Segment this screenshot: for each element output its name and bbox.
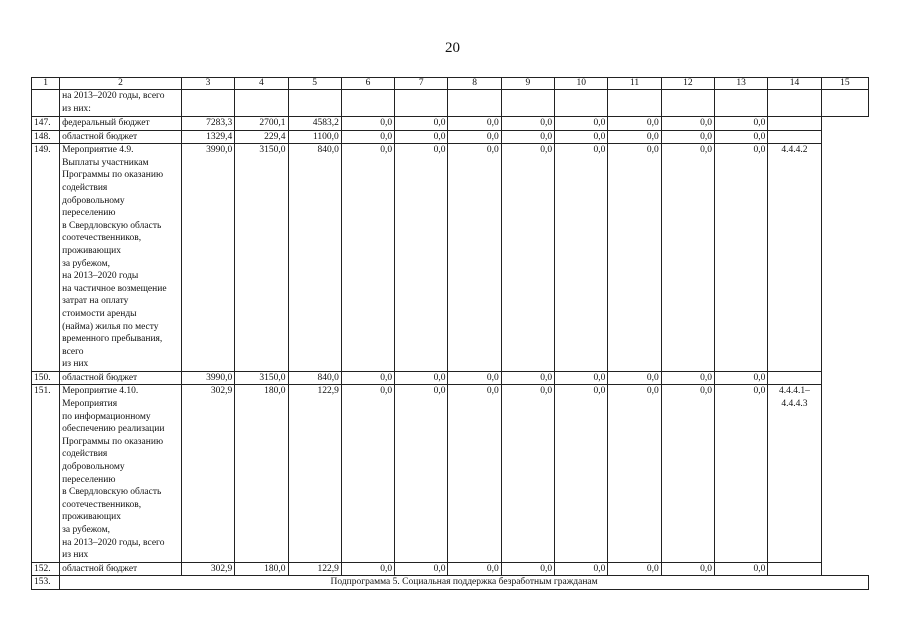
subprogram-row xyxy=(32,576,869,590)
empty-cell xyxy=(341,90,394,117)
column-header-9: 9 xyxy=(501,78,554,90)
value-cell: 1100,0 xyxy=(288,130,341,144)
table-row xyxy=(32,562,869,576)
target-code-cell xyxy=(768,371,821,385)
row-name-cell: областной бюджет xyxy=(60,562,182,576)
column-header-13: 13 xyxy=(715,78,768,90)
value-cell: 0,0 xyxy=(715,385,768,562)
column-header-15: 15 xyxy=(821,78,868,90)
value-cell: 0,0 xyxy=(661,385,714,562)
value-cell: 0,0 xyxy=(395,562,448,576)
target-code-cell xyxy=(768,117,821,131)
value-cell: 0,0 xyxy=(555,385,608,562)
value-cell: 3990,0 xyxy=(181,371,234,385)
value-cell: 0,0 xyxy=(395,144,448,372)
value-cell: 180,0 xyxy=(235,562,288,576)
value-cell: 0,0 xyxy=(661,371,714,385)
row-number-cell: 153. xyxy=(32,576,60,590)
value-cell: 0,0 xyxy=(501,144,554,372)
value-cell: 7283,3 xyxy=(181,117,234,131)
value-cell: 2700,1 xyxy=(235,117,288,131)
empty-cell xyxy=(501,90,554,117)
row-name-cell: областной бюджет xyxy=(60,130,182,144)
value-cell: 0,0 xyxy=(715,144,768,372)
empty-cell xyxy=(715,90,768,117)
value-cell: 0,0 xyxy=(608,385,661,562)
value-cell: 0,0 xyxy=(661,144,714,372)
budget-table xyxy=(31,77,869,590)
value-cell: 0,0 xyxy=(661,130,714,144)
value-cell: 0,0 xyxy=(341,371,394,385)
target-code-cell xyxy=(768,130,821,144)
table-row xyxy=(32,385,869,562)
empty-cell xyxy=(181,90,234,117)
value-cell: 122,9 xyxy=(288,562,341,576)
value-cell: 0,0 xyxy=(341,130,394,144)
value-cell: 0,0 xyxy=(715,562,768,576)
value-cell: 0,0 xyxy=(715,117,768,131)
value-cell: 3990,0 xyxy=(181,144,234,372)
value-cell: 0,0 xyxy=(555,144,608,372)
row-name-cell: Мероприятие 4.10. Мероприятия по информационному обеспечению реализации Программы по оказанию содействия добровольному переселению в Свердловскую область соотечественников, проживающих за рубежом, на 2013–2020 годы, всего из них xyxy=(60,385,182,562)
value-cell: 0,0 xyxy=(501,562,554,576)
row-name-cell: федеральный бюджет xyxy=(60,117,182,131)
empty-cell xyxy=(768,90,821,117)
column-header-2: 2 xyxy=(60,78,182,90)
page-number: 20 xyxy=(445,40,460,56)
row-name-cell: областной бюджет xyxy=(60,371,182,385)
continuation-row xyxy=(32,90,869,117)
value-cell: 0,0 xyxy=(395,371,448,385)
column-header-row xyxy=(32,78,869,90)
target-code-cell: 4.4.4.1– 4.4.4.3 xyxy=(768,385,821,562)
value-cell: 0,0 xyxy=(395,130,448,144)
table-row xyxy=(32,371,869,385)
value-cell: 0,0 xyxy=(448,144,501,372)
row-number-cell: 151. xyxy=(32,385,60,562)
target-code-cell xyxy=(768,562,821,576)
value-cell: 840,0 xyxy=(288,144,341,372)
column-header-4: 4 xyxy=(235,78,288,90)
value-cell: 3150,0 xyxy=(235,144,288,372)
table-body xyxy=(32,78,869,590)
empty-cell xyxy=(288,90,341,117)
subprogram-title: Подпрограмма 5. Социальная поддержка безработным гражданам xyxy=(60,576,869,590)
value-cell: 180,0 xyxy=(235,385,288,562)
value-cell: 0,0 xyxy=(715,130,768,144)
value-cell: 0,0 xyxy=(501,117,554,131)
value-cell: 0,0 xyxy=(448,385,501,562)
value-cell: 0,0 xyxy=(501,371,554,385)
empty-cell xyxy=(821,90,868,117)
value-cell: 0,0 xyxy=(501,130,554,144)
row-number-cell: 148. xyxy=(32,130,60,144)
column-header-10: 10 xyxy=(555,78,608,90)
row-number-cell: 147. xyxy=(32,117,60,131)
empty-cell xyxy=(235,90,288,117)
column-header-3: 3 xyxy=(181,78,234,90)
value-cell: 0,0 xyxy=(608,371,661,385)
row-number-cell: 150. xyxy=(32,371,60,385)
column-header-5: 5 xyxy=(288,78,341,90)
value-cell: 0,0 xyxy=(341,562,394,576)
column-header-11: 11 xyxy=(608,78,661,90)
column-header-7: 7 xyxy=(395,78,448,90)
value-cell: 0,0 xyxy=(608,144,661,372)
value-cell: 0,0 xyxy=(448,371,501,385)
value-cell: 302,9 xyxy=(181,385,234,562)
value-cell: 0,0 xyxy=(501,385,554,562)
value-cell: 0,0 xyxy=(395,117,448,131)
value-cell: 0,0 xyxy=(448,130,501,144)
value-cell: 122,9 xyxy=(288,385,341,562)
value-cell: 302,9 xyxy=(181,562,234,576)
row-number-cell: 152. xyxy=(32,562,60,576)
row-number-cell xyxy=(32,90,60,117)
value-cell: 0,0 xyxy=(608,117,661,131)
value-cell: 3150,0 xyxy=(235,371,288,385)
value-cell: 840,0 xyxy=(288,371,341,385)
value-cell: 0,0 xyxy=(341,117,394,131)
empty-cell xyxy=(395,90,448,117)
value-cell: 1329,4 xyxy=(181,130,234,144)
value-cell: 0,0 xyxy=(608,562,661,576)
column-header-12: 12 xyxy=(661,78,714,90)
empty-cell xyxy=(555,90,608,117)
empty-cell xyxy=(661,90,714,117)
table-row xyxy=(32,117,869,131)
column-header-14: 14 xyxy=(768,78,821,90)
value-cell: 4583,2 xyxy=(288,117,341,131)
value-cell: 0,0 xyxy=(448,562,501,576)
column-header-8: 8 xyxy=(448,78,501,90)
value-cell: 0,0 xyxy=(395,385,448,562)
value-cell: 0,0 xyxy=(448,117,501,131)
value-cell: 0,0 xyxy=(555,130,608,144)
value-cell: 0,0 xyxy=(555,562,608,576)
value-cell: 0,0 xyxy=(715,371,768,385)
row-name-cell: на 2013–2020 годы, всего из них: xyxy=(60,90,182,117)
table-row xyxy=(32,130,869,144)
value-cell: 0,0 xyxy=(661,562,714,576)
value-cell: 0,0 xyxy=(341,144,394,372)
value-cell: 0,0 xyxy=(555,371,608,385)
row-number-cell: 149. xyxy=(32,144,60,372)
empty-cell xyxy=(608,90,661,117)
column-header-1: 1 xyxy=(32,78,60,90)
empty-cell xyxy=(448,90,501,117)
value-cell: 0,0 xyxy=(661,117,714,131)
table-row xyxy=(32,144,869,372)
value-cell: 229,4 xyxy=(235,130,288,144)
column-header-6: 6 xyxy=(341,78,394,90)
target-code-cell: 4.4.4.2 xyxy=(768,144,821,372)
value-cell: 0,0 xyxy=(608,130,661,144)
value-cell: 0,0 xyxy=(341,385,394,562)
value-cell: 0,0 xyxy=(555,117,608,131)
row-name-cell: Мероприятие 4.9. Выплаты участникам Программы по оказанию содействия добровольному переселению в Свердловскую область соотечественников, проживающих за рубежом, на 2013–2020 годы на частичное возмещение затрат на оплату стоимости аренды (найма) жилья по месту временного пребывания, всего из них xyxy=(60,144,182,372)
